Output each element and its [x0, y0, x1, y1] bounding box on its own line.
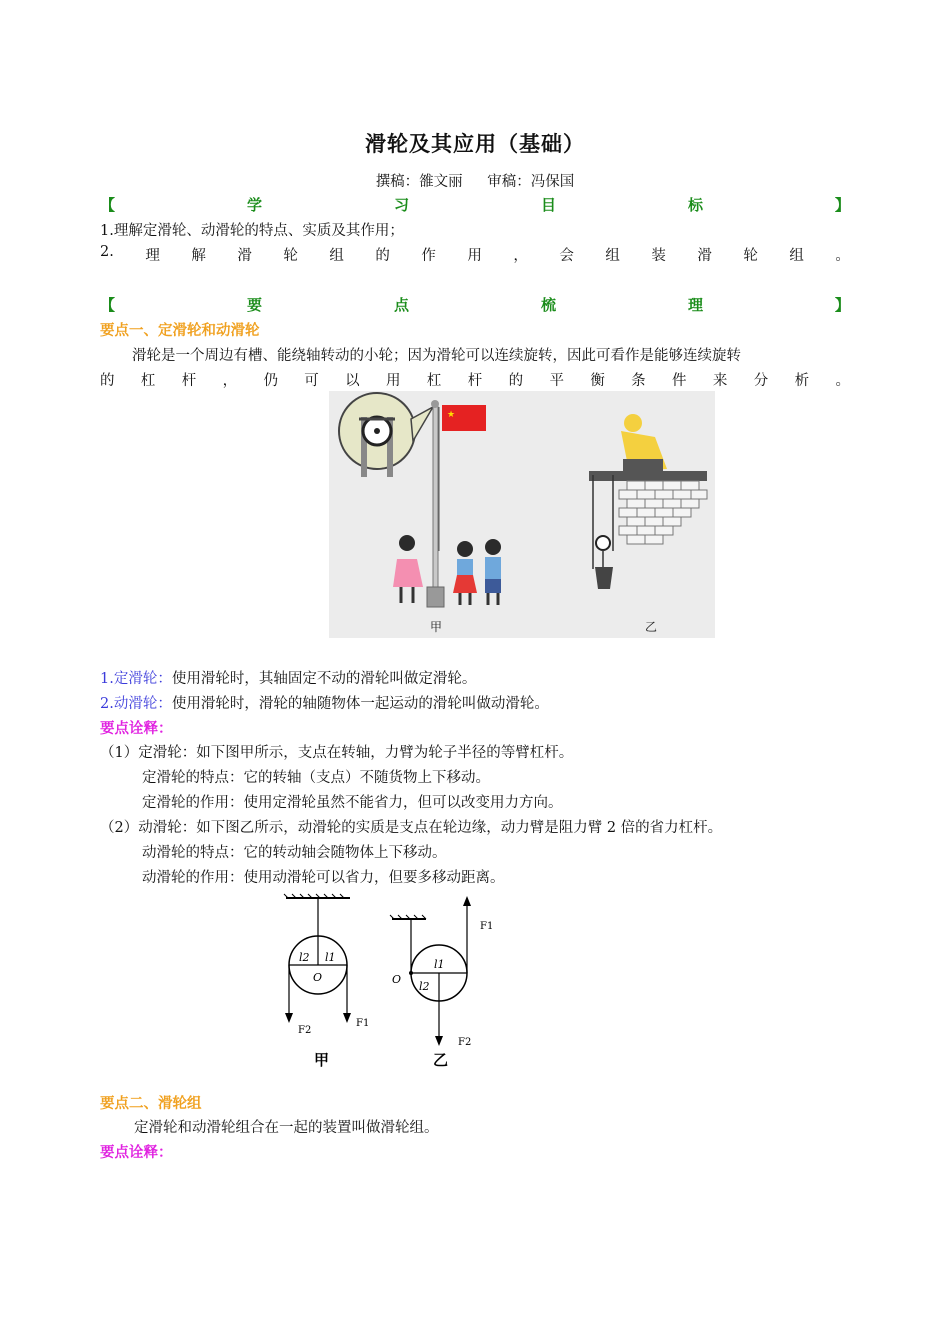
svg-text:l2: l2 [299, 951, 310, 964]
writer: 撰稿：雒文丽 [375, 174, 463, 190]
fig-label-right: 乙 [645, 620, 658, 634]
point2-para: 定滑轮和动滑轮组合在一起的装置叫做滑轮组。 [134, 1120, 439, 1136]
note-2: （2）动滑轮：如下图乙所示，动滑轮的实质是支点在轮边缘，动力臂是阻力臂 2 倍的省力杠杆。 [100, 820, 723, 836]
svg-text:甲: 甲 [314, 1051, 330, 1069]
point2-heading: 要点二、滑轮组 [100, 1096, 202, 1112]
fixed-pulley-diagram [284, 894, 369, 1069]
note-2a: 动滑轮的特点：它的转动轴会随物体上下移动。 [142, 845, 447, 861]
movable-pulley-diagram [390, 896, 493, 1069]
note-1b: 定滑轮的作用：使用定滑轮虽然不能省力，但可以改变用力方向。 [142, 795, 563, 811]
flagpole [433, 405, 438, 605]
point1-heading: 要点一、定滑轮和动滑轮 [100, 323, 260, 339]
svg-text:O: O [392, 973, 402, 986]
svg-text:F2: F2 [458, 1037, 472, 1048]
pulley-illustration [329, 391, 715, 638]
reviewer: 审稿：冯保国 [487, 174, 575, 190]
authors [0, 170, 950, 191]
point1-para-line1: 滑轮是一个周边有槽、能绕轴转动的小轮；因为滑轮可以连续旋转，因此可看作是能够连续旋转 [132, 348, 741, 364]
note-2b: 动滑轮的作用：使用动滑轮可以省力，但要多移动距离。 [142, 870, 505, 886]
point1-notes-heading: 要点诠释： [100, 721, 173, 737]
svg-text:l1: l1 [434, 958, 445, 971]
section-goals-header: 【 学 习 目 标 】 [100, 196, 850, 214]
svg-text:F1: F1 [356, 1018, 370, 1029]
worker-scene [589, 414, 707, 589]
def1-term: 1.定滑轮： [100, 671, 172, 687]
svg-text:O: O [313, 971, 323, 984]
svg-text:★: ★ [447, 410, 456, 420]
page-title: 滑轮及其应用（基础） [365, 132, 585, 156]
point2-notes-heading: 要点诠释： [100, 1145, 173, 1161]
point1-para-line2: 的 杠 杆 ， 仍 可 以 用 杠 杆 的 平 衡 条 件 来 分 析 。 [100, 373, 850, 389]
goal-1: 1.理解定滑轮、动滑轮的特点、实质及其作用； [100, 223, 404, 239]
fig-label-left: 甲 [430, 620, 443, 634]
def-fixed-pulley [100, 667, 476, 688]
svg-text:乙: 乙 [433, 1051, 449, 1069]
svg-text:l1: l1 [325, 951, 336, 964]
def1-text: 使用滑轮时，其轴固定不动的滑轮叫做定滑轮。 [171, 671, 477, 687]
children-figures [393, 535, 501, 605]
svg-text:F1: F1 [480, 921, 494, 932]
lever-diagram [268, 893, 494, 1073]
def2-term: 2.动滑轮： [100, 696, 172, 712]
section-points-header: 【 要 点 梳 理 】 [100, 296, 850, 314]
svg-text:l2: l2 [419, 980, 430, 993]
def-movable-pulley [100, 692, 549, 713]
def2-text: 使用滑轮时，滑轮的轴随物体一起运动的滑轮叫做动滑轮。 [171, 696, 549, 712]
note-1a: 定滑轮的特点：它的转轴（支点）不随货物上下移动。 [142, 770, 490, 786]
goal-2: 2. 理 解 滑 轮 组 的 作 用 ， 会 组 装 滑 轮 组 。 [100, 244, 850, 264]
note-1: （1）定滑轮：如下图甲所示，支点在转轴，力臂为轮子半径的等臂杠杆。 [100, 745, 574, 761]
svg-text:F2: F2 [298, 1025, 312, 1036]
